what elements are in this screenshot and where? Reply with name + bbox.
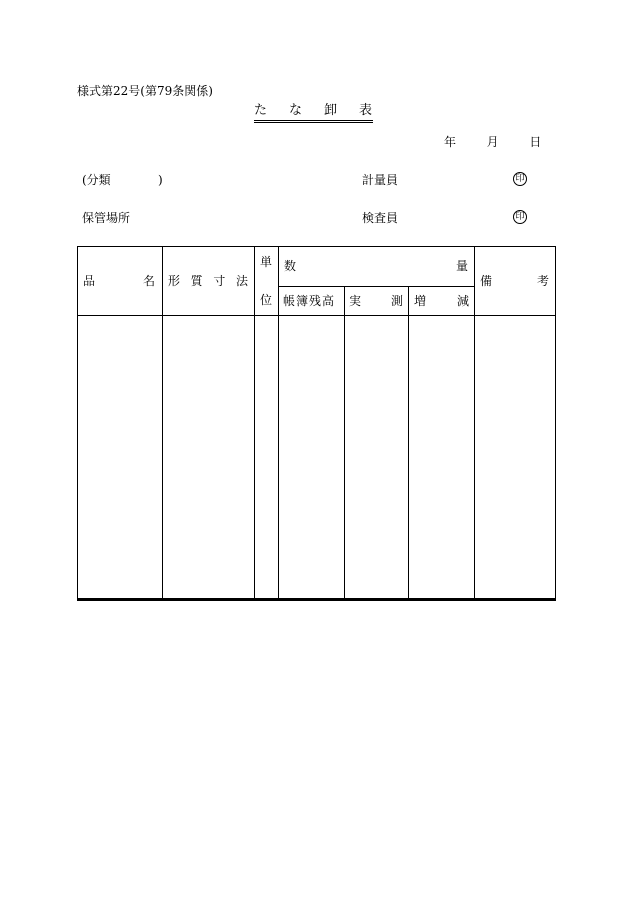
table-border-top: [77, 246, 556, 247]
col-divider: [278, 246, 279, 599]
title-char-3: 卸: [323, 103, 337, 118]
bunrui-label: (分類: [82, 173, 111, 187]
title-char-1: た: [254, 103, 268, 118]
kensain-label: 検査員: [362, 211, 399, 225]
date-line: [444, 136, 541, 148]
table-border-left: [77, 246, 78, 601]
header-hinmei: 品 名: [83, 274, 155, 288]
table-border-bottom: [77, 598, 556, 601]
col-divider: [408, 286, 409, 599]
col-divider: [344, 286, 345, 599]
header-biko: 備 考: [480, 274, 549, 288]
header-keishitsu-sunpo: 形 質 寸 法: [168, 274, 248, 288]
title-double-underline: [254, 120, 373, 123]
header-zogen: 増 減: [414, 294, 469, 308]
title-char-2: な: [288, 103, 302, 118]
form-number: 様式第22号(第79条関係): [77, 84, 213, 98]
header-jissoku: 実 測: [349, 294, 403, 308]
date-year: 年: [444, 135, 457, 149]
suryo-sub-divider: [278, 286, 474, 287]
date-day: 日: [529, 135, 542, 149]
keiryoin-label: 計量員: [362, 173, 399, 187]
header-tani-2: 位: [260, 293, 273, 307]
seal-icon: 印: [513, 172, 527, 186]
hokan-basho-label: 保管場所: [82, 211, 131, 225]
table-border-right: [555, 246, 556, 601]
seal-icon: 印: [513, 210, 527, 224]
bunrui-close-paren: ): [158, 173, 163, 187]
col-divider: [254, 246, 255, 599]
col-divider: [474, 246, 475, 599]
header-divider: [77, 315, 556, 316]
form-title: [254, 104, 372, 117]
col-divider: [162, 246, 163, 599]
header-suryo: 数 量: [284, 259, 468, 273]
inventory-table: [77, 246, 556, 602]
header-tani-1: 単: [260, 255, 273, 269]
header-chobo-zandaka: 帳簿残高: [283, 294, 336, 308]
date-month: 月: [486, 135, 499, 149]
title-char-4: 表: [358, 103, 372, 118]
